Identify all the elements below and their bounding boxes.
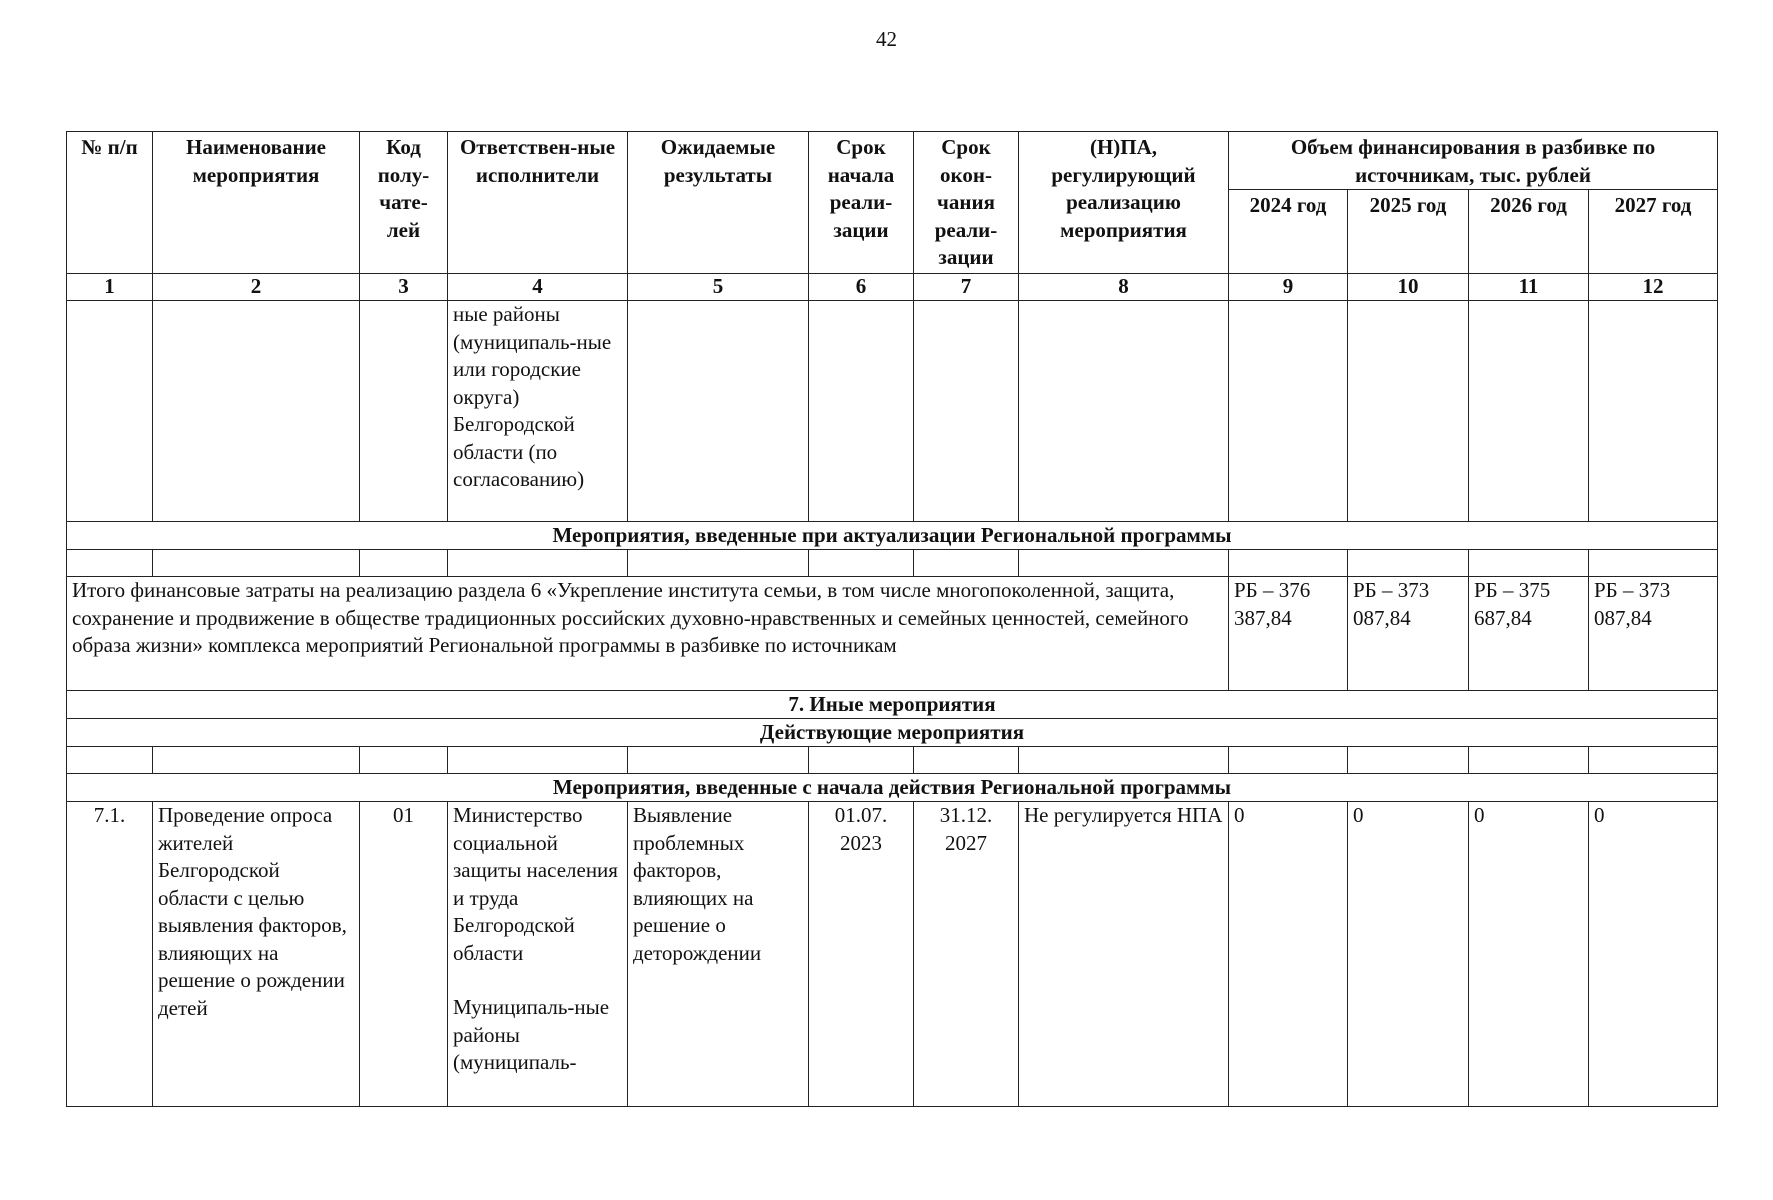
row-executors bbox=[448, 802, 628, 1107]
header-results: Ожидаемые результаты bbox=[628, 132, 809, 274]
column-number: 4 bbox=[448, 274, 628, 301]
column-number: 9 bbox=[1229, 274, 1348, 301]
header-year: 2024 год bbox=[1229, 190, 1348, 274]
column-numbers-row bbox=[67, 274, 1718, 301]
header-executors: Ответствен-ные исполнители bbox=[448, 132, 628, 274]
total-value: РБ – 375 687,84 bbox=[1469, 577, 1589, 691]
header-end: Срок окон-чания реали-зации bbox=[914, 132, 1019, 274]
row-name: Проведение опроса жителей Белгородской области с целью выявления факторов, влияющих на решение о рождении детей bbox=[153, 802, 360, 1107]
column-number: 10 bbox=[1348, 274, 1469, 301]
executors-ministry: Министерство социальной защиты населения и труда Белгородской области bbox=[453, 803, 618, 965]
row-start-date: 01.07. 2023 bbox=[809, 802, 914, 1107]
header-row bbox=[67, 132, 1718, 190]
page-number: 42 bbox=[876, 27, 897, 51]
column-number: 5 bbox=[628, 274, 809, 301]
section-row bbox=[67, 774, 1718, 802]
table-row bbox=[67, 802, 1718, 1107]
column-number: 7 bbox=[914, 274, 1019, 301]
column-number: 6 bbox=[809, 274, 914, 301]
header-start: Срок начала реали-зации bbox=[809, 132, 914, 274]
header-code: Код полу-чате-лей bbox=[360, 132, 448, 274]
column-number: 8 bbox=[1019, 274, 1229, 301]
executors-continuation: ные районы (муниципаль-ные или городские округа) Белгородской области (по согласованию) bbox=[448, 301, 628, 522]
executors-municipal: Муниципаль-ные районы (муниципаль- bbox=[453, 995, 610, 1074]
row-end-date: 31.12. 2027 bbox=[914, 802, 1019, 1107]
section-7-title: 7. Иные мероприятия bbox=[67, 691, 1718, 719]
funding-table bbox=[66, 131, 1718, 1107]
total-value: РБ – 373 087,84 bbox=[1589, 577, 1718, 691]
total-value: РБ – 373 087,84 bbox=[1348, 577, 1469, 691]
row-value: 0 bbox=[1229, 802, 1348, 1107]
total-row bbox=[67, 577, 1718, 691]
empty-row bbox=[67, 550, 1718, 577]
row-code: 01 bbox=[360, 802, 448, 1107]
row-value: 0 bbox=[1589, 802, 1718, 1107]
row-results: Выявление проблемных факторов, влияющих на решение о деторождении bbox=[628, 802, 809, 1107]
column-number: 2 bbox=[153, 274, 360, 301]
section-row bbox=[67, 719, 1718, 747]
row-npa: Не регулируется НПА bbox=[1019, 802, 1229, 1107]
column-number: 1 bbox=[67, 274, 153, 301]
column-number: 3 bbox=[360, 274, 448, 301]
header-funding: Объем финансирования в разбивке по источникам, тыс. рублей bbox=[1229, 132, 1718, 190]
column-number: 12 bbox=[1589, 274, 1718, 301]
section-start-title: Мероприятия, введенные с начала действия Региональной программы bbox=[67, 774, 1718, 802]
section-updated-title: Мероприятия, введенные при актуализации Региональной программы bbox=[67, 522, 1718, 550]
row-value: 0 bbox=[1348, 802, 1469, 1107]
header-npa: (Н)ПА, регулирующий реализацию мероприятия bbox=[1019, 132, 1229, 274]
header-year: 2026 год bbox=[1469, 190, 1589, 274]
total-value: РБ – 376 387,84 bbox=[1229, 577, 1348, 691]
section-current-title: Действующие мероприятия bbox=[67, 719, 1718, 747]
header-name: Наименование мероприятия bbox=[153, 132, 360, 274]
total-label: Итого финансовые затраты на реализацию раздела 6 «Укрепление института семьи, в том числе многопоколенной, защита, сохранение и продвижение в обществе традиционных российских духовно-нравственных и семейных ценностей, семейного образа жизни» комплекса мероприятий Региональной программы в разбивке по источникам bbox=[67, 577, 1229, 691]
header-year: 2025 год bbox=[1348, 190, 1469, 274]
row-value: 0 bbox=[1469, 802, 1589, 1107]
section-row bbox=[67, 522, 1718, 550]
empty-row bbox=[67, 747, 1718, 774]
section-row bbox=[67, 691, 1718, 719]
header-year: 2027 год bbox=[1589, 190, 1718, 274]
row-number: 7.1. bbox=[67, 802, 153, 1107]
header-num: № п/п bbox=[67, 132, 153, 274]
continuation-row bbox=[67, 301, 1718, 522]
column-number: 11 bbox=[1469, 274, 1589, 301]
